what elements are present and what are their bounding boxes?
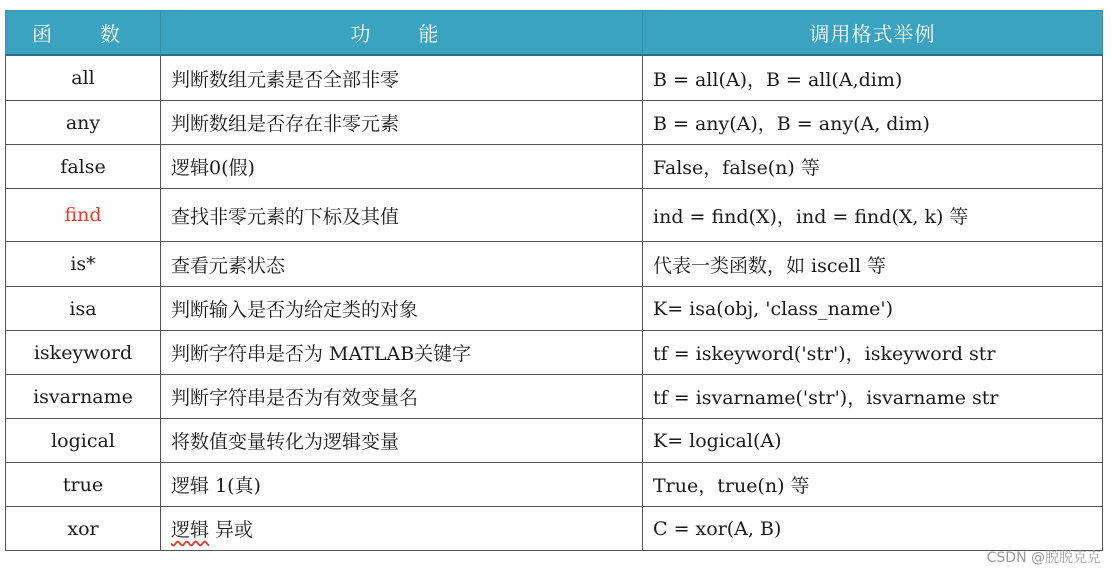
function-example: K= logical(A) — [643, 419, 1103, 463]
function-example: B = all(A)，B = all(A,dim) — [643, 55, 1103, 101]
table-row — [6, 463, 1103, 507]
function-description: 判断字符串是否为有效变量名 — [161, 375, 643, 419]
table-row — [6, 189, 1103, 242]
function-description: 逻辑 1(真) — [161, 463, 643, 507]
table-row — [6, 287, 1103, 331]
spellcheck-underlined-text: 逻辑 — [171, 519, 210, 541]
function-name: isa — [6, 287, 161, 331]
description-text: 异或 — [209, 519, 254, 541]
table-row — [6, 375, 1103, 419]
function-description — [161, 507, 643, 551]
table-header-row — [6, 11, 1103, 56]
function-example: True，true(n) 等 — [643, 463, 1103, 507]
function-name: iskeyword — [6, 331, 161, 375]
function-name: false — [6, 145, 161, 189]
function-name: logical — [6, 419, 161, 463]
function-name: any — [6, 101, 161, 145]
function-name: isvarname — [6, 375, 161, 419]
header-description: 功 能 — [161, 11, 643, 56]
table-row — [6, 331, 1103, 375]
function-description: 逻辑0(假) — [161, 145, 643, 189]
function-description: 将数值变量转化为逻辑变量 — [161, 419, 643, 463]
function-example: tf = isvarname('str')，isvarname str — [643, 375, 1103, 419]
function-name: is* — [6, 242, 161, 287]
function-description: 查找非零元素的下标及其值 — [161, 189, 643, 242]
logic-function-table — [5, 10, 1103, 551]
function-table-container — [5, 10, 1102, 551]
function-description: 判断输入是否为给定类的对象 — [161, 287, 643, 331]
function-name: all — [6, 55, 161, 101]
table-row — [6, 419, 1103, 463]
function-description: 查看元素状态 — [161, 242, 643, 287]
function-example: C = xor(A, B) — [643, 507, 1103, 551]
function-name-highlighted: find — [6, 189, 161, 242]
function-description: 判断数组是否存在非零元素 — [161, 101, 643, 145]
function-name: true — [6, 463, 161, 507]
table-row — [6, 101, 1103, 145]
function-example: 代表一类函数，如 iscell 等 — [643, 242, 1103, 287]
table-row — [6, 145, 1103, 189]
function-example: ind = find(X)，ind = find(X, k) 等 — [643, 189, 1103, 242]
header-example: 调用格式举例 — [643, 11, 1103, 56]
watermark: CSDN @脱脱克克 — [986, 550, 1101, 566]
function-example: False，false(n) 等 — [643, 145, 1103, 189]
table-row — [6, 507, 1103, 551]
header-function: 函 数 — [6, 11, 161, 56]
function-example: K= isa(obj, 'class_name') — [643, 287, 1103, 331]
function-example: tf = iskeyword('str')，iskeyword str — [643, 331, 1103, 375]
function-description: 判断字符串是否为 MATLAB关键字 — [161, 331, 643, 375]
function-name: xor — [6, 507, 161, 551]
function-description: 判断数组元素是否全部非零 — [161, 55, 643, 101]
table-row — [6, 55, 1103, 101]
table-row — [6, 242, 1103, 287]
function-example: B = any(A)，B = any(A, dim) — [643, 101, 1103, 145]
